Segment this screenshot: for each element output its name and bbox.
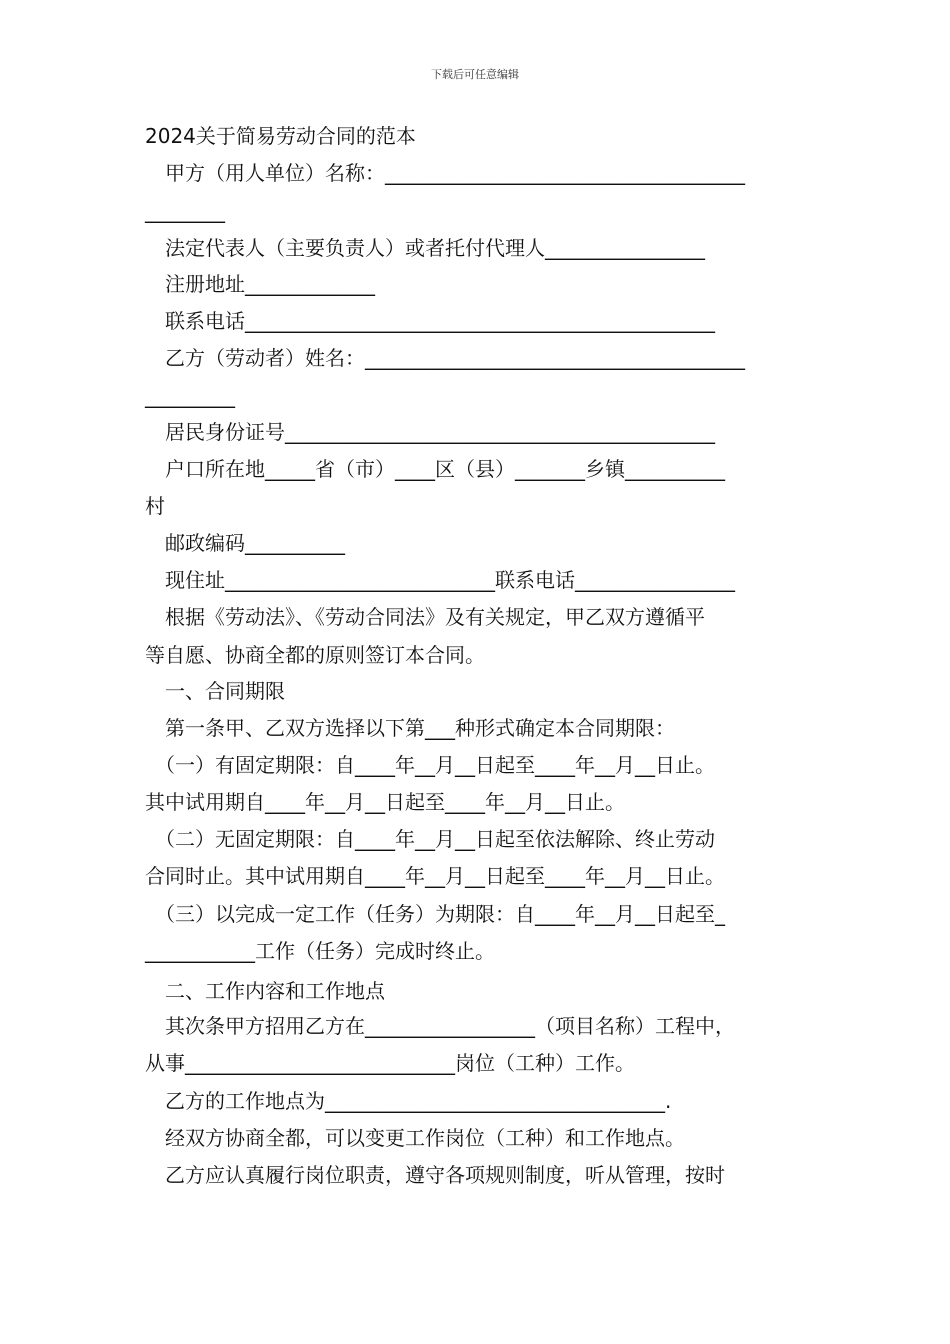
preamble-paragraph: 根据《劳动法》、《劳动合同法》及有关规定，甲乙双方遵循平	[145, 605, 705, 629]
page-header: 下载后可任意编辑	[431, 68, 519, 81]
section-heading-term: 一、合同期限	[145, 679, 285, 703]
change-agreement-line: 经双方协商全都，可以变更工作岗位（工种）和工作地点。	[145, 1126, 685, 1150]
article-two-cont: 从事___________________________岗位（工种）工作。	[145, 1051, 635, 1075]
article-two: 其次条甲方招用乙方在_________________（项目名称）工程中，	[145, 1014, 735, 1038]
fixed-term-clause-cont: 其中试用期自____年__月__日起至____年__月__日止。	[145, 790, 625, 814]
fixed-term-clause: （一）有固定期限：自____年__月__日起至____年__月__日止。	[145, 753, 715, 777]
open-term-clause-cont: 合同时止。其中试用期自____年__月__日起至____年__月__日止。	[145, 864, 725, 888]
party-a-name-line: 甲方（用人单位）名称：____________________________________	[145, 161, 745, 185]
open-term-clause: （二）无固定期限：自____年__月__日起至依法解除、终止劳动	[145, 827, 715, 851]
section-heading-work: 二、工作内容和工作地点	[145, 979, 385, 1003]
party-a-name-line-cont: ________	[145, 199, 225, 223]
task-term-clause-cont: ___________工作（任务）完成时终止。	[145, 939, 495, 963]
party-b-name-line-cont: _________	[145, 384, 235, 408]
legal-representative-line: 法定代表人（主要负责人）或者托付代理人________________	[145, 236, 705, 260]
id-number-line: 居民身份证号___________________________________________	[145, 420, 715, 444]
article-one: 第一条甲、乙双方选择以下第___种形式确定本合同期限：	[145, 716, 675, 740]
task-term-clause: （三）以完成一定工作（任务）为期限：自____年__月__日起至_	[145, 902, 725, 926]
registered-address-line: 注册地址_____________	[145, 272, 375, 296]
preamble-paragraph-cont: 等自愿、协商全都的原则签订本合同。	[145, 643, 485, 667]
work-location-line: 乙方的工作地点为__________________________________.	[145, 1089, 672, 1113]
current-address-line: 现住址___________________________联系电话________________	[145, 568, 735, 592]
postal-code-line: 邮政编码__________	[145, 531, 345, 555]
household-registration-line-cont: 村	[145, 494, 165, 518]
party-b-name-line: 乙方（劳动者）姓名：______________________________________	[145, 346, 745, 370]
duties-line: 乙方应认真履行岗位职责，遵守各项规则制度，听从管理，按时	[145, 1163, 725, 1187]
document-title: 2024关于简易劳动合同的范本	[145, 124, 416, 148]
party-a-phone-line: 联系电话_______________________________________________	[145, 309, 715, 333]
household-registration-line: 户口所在地_____省（市）____区（县）_______乡镇__________	[145, 457, 725, 481]
